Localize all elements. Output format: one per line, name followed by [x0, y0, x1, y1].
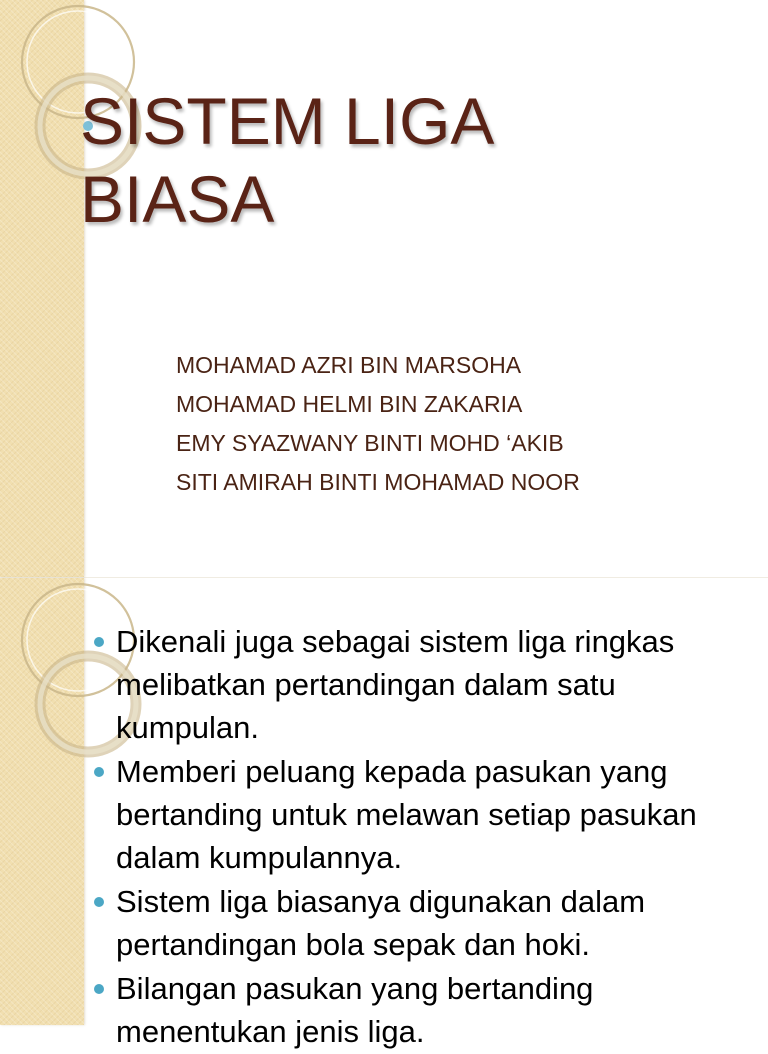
bullet-item — [92, 750, 762, 879]
author-name: SITI AMIRAH BINTI MOHAMAD NOOR — [176, 469, 580, 495]
bullet-dot-icon — [94, 637, 104, 647]
bullet-item — [92, 880, 762, 966]
content-slide — [0, 577, 768, 1049]
author-list — [176, 346, 580, 502]
bullet-item — [92, 967, 762, 1053]
slide-title — [80, 82, 494, 238]
bullet-text: Memberi peluang kepada pasukan yang bertanding untuk melawan setiap pasukan dalam kumpulannya. — [116, 754, 697, 875]
bullet-text: Dikenali juga sebagai sistem liga ringkas melibatkan pertandingan dalam satu kumpulan. — [116, 624, 675, 745]
bullet-dot-icon — [94, 984, 104, 994]
author-name: MOHAMAD HELMI BIN ZAKARIA — [176, 391, 523, 417]
author-name: MOHAMAD AZRI BIN MARSOHA — [176, 352, 522, 378]
bullet-dot-icon — [94, 897, 104, 907]
bullet-dot-icon — [94, 767, 104, 777]
bullet-item — [92, 620, 762, 749]
bullet-text: Sistem liga biasanya digunakan dalam pertandingan bola sepak dan hoki. — [116, 884, 646, 962]
title-line: SISTEM LIGA — [80, 84, 495, 158]
bullet-list — [92, 620, 762, 1054]
title-line: BIASA — [80, 162, 275, 236]
bullet-text: Bilangan pasukan yang bertanding menentukan jenis liga. — [116, 971, 594, 1049]
author-name: EMY SYAZWANY BINTI MOHD ‘AKIB — [176, 430, 564, 456]
